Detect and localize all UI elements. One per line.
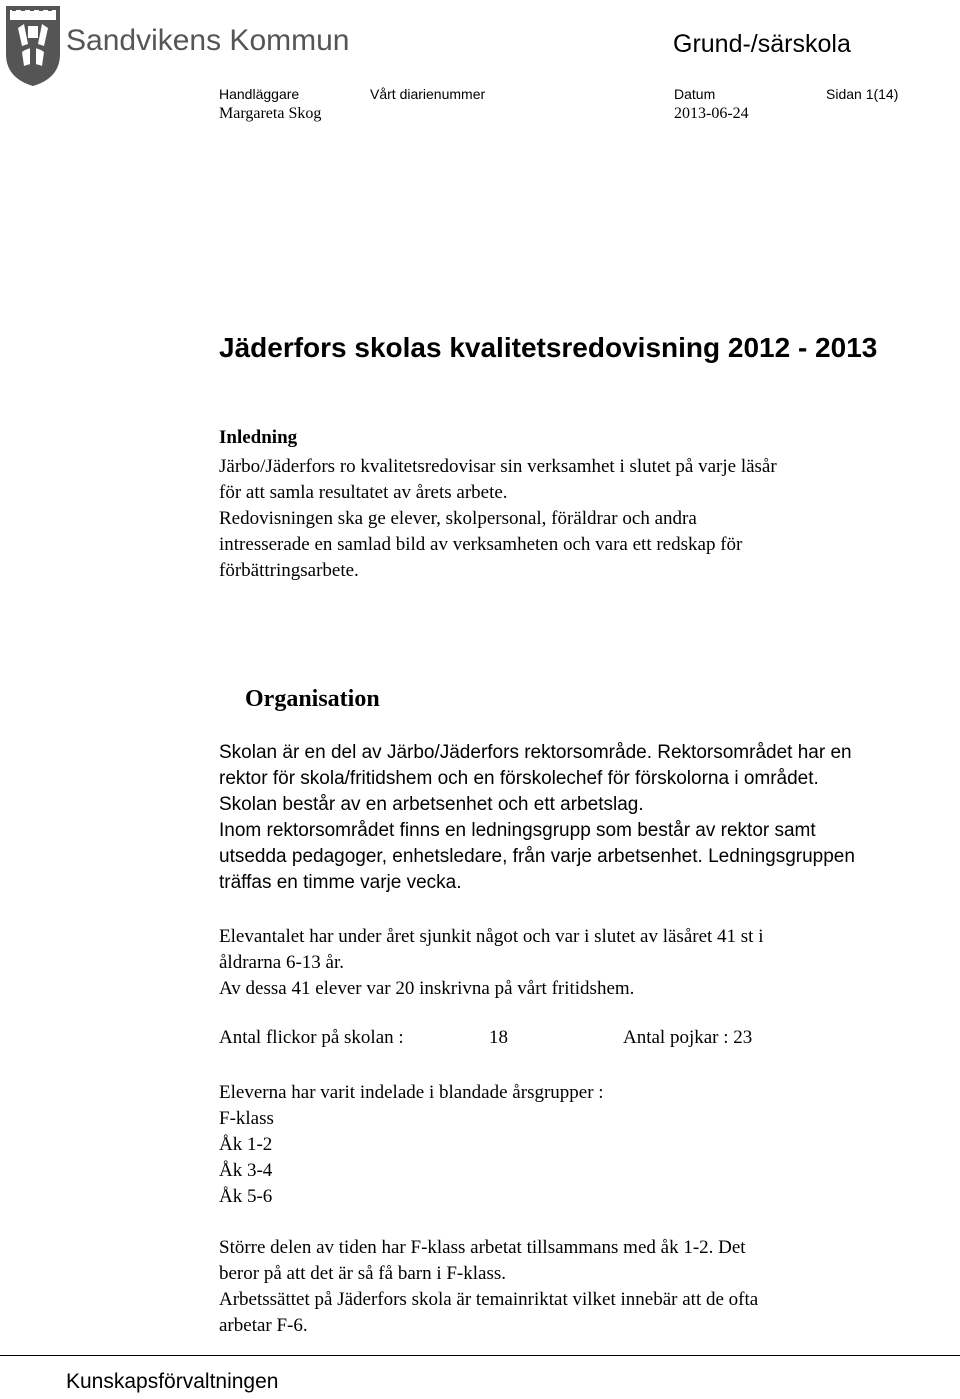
diary-number-label: Vårt diarienummer (370, 86, 486, 102)
age-groups-intro: Eleverna har varit indelade i blandade årsgrupper : (219, 1082, 604, 1103)
logo-text: Sandvikens Kommun (66, 24, 350, 57)
organisation-paragraph (219, 740, 939, 896)
age-groups (219, 1080, 939, 1210)
pupil-count-paragraph (219, 924, 939, 1002)
organisation-line: rektor för skola/fritidshem och en förskolechef för förskolorna i området. (219, 768, 819, 789)
age-group-item: F-klass (219, 1108, 274, 1129)
age-group-item: Åk 5-6 (219, 1186, 273, 1207)
age-group-item: Åk 3-4 (219, 1160, 273, 1181)
department-header: Grund-/särskola (673, 30, 851, 58)
date-value: 2013-06-24 (674, 105, 749, 122)
organisation-line: Skolan består av en arbetsenhet och ett arbetslag. (219, 794, 644, 815)
organisation-line: Inom rektorsområdet finns en ledningsgrupp som består av rektor samt (219, 820, 816, 841)
intro-line: Järbo/Jäderfors ro kvalitetsredovisar sin verksamhet i slutet på varje läsår (219, 456, 777, 477)
intro-line: intresserade en samlad bild av verksamheten och vara ett redskap för (219, 534, 743, 555)
girls-count-label: Antal flickor på skolan : (219, 1027, 404, 1048)
handler-value: Margareta Skog (219, 105, 322, 122)
intro-paragraph (219, 454, 939, 584)
closing-line: beror på att det är så få barn i F-klass. (219, 1263, 507, 1284)
document-title: Jäderfors skolas kvalitetsredovisning 2012 - 2013 (219, 332, 878, 363)
page-number: Sidan 1(14) (826, 86, 899, 102)
closing-line: Större delen av tiden har F-klass arbetat tillsammans med åk 1-2. Det (219, 1237, 746, 1258)
organisation-heading: Organisation (245, 686, 380, 712)
coat-of-arms-icon (4, 4, 64, 88)
organisation-line: Skolan är en del av Järbo/Jäderfors rektorsområde. Rektorsområdet har en (219, 742, 852, 763)
handler-label: Handläggare (219, 86, 300, 102)
organisation-line: träffas en timme varje vecka. (219, 872, 462, 893)
closing-line: arbetar F-6. (219, 1315, 308, 1336)
pupil-line: Av dessa 41 elever var 20 inskrivna på vårt fritidshem. (219, 978, 635, 999)
organisation-line: utsedda pedagoger, enhetsledare, från varje arbetsenhet. Ledningsgruppen (219, 846, 855, 867)
closing-line: Arbetssättet på Jäderfors skola är temainriktat vilket innebär att de ofta (219, 1289, 759, 1310)
boys-count: Antal pojkar : 23 (623, 1027, 753, 1048)
date-label: Datum (674, 86, 716, 102)
pupil-line: åldrarna 6-13 år. (219, 952, 345, 973)
intro-line: Redovisningen ska ge elever, skolpersonal, föräldrar och andra (219, 508, 697, 529)
footer-divider (0, 1355, 960, 1356)
intro-line: förbättringsarbete. (219, 560, 359, 581)
girls-count-value: 18 (489, 1027, 508, 1048)
age-group-item: Åk 1-2 (219, 1134, 273, 1155)
intro-line: för att samla resultatet av årets arbete. (219, 482, 508, 503)
intro-heading: Inledning (219, 427, 298, 448)
footer-department: Kunskapsförvaltningen (66, 1370, 279, 1393)
closing-paragraph (219, 1235, 939, 1339)
pupil-line: Elevantalet har under året sjunkit något och var i slutet av läsåret 41 st i (219, 926, 764, 947)
